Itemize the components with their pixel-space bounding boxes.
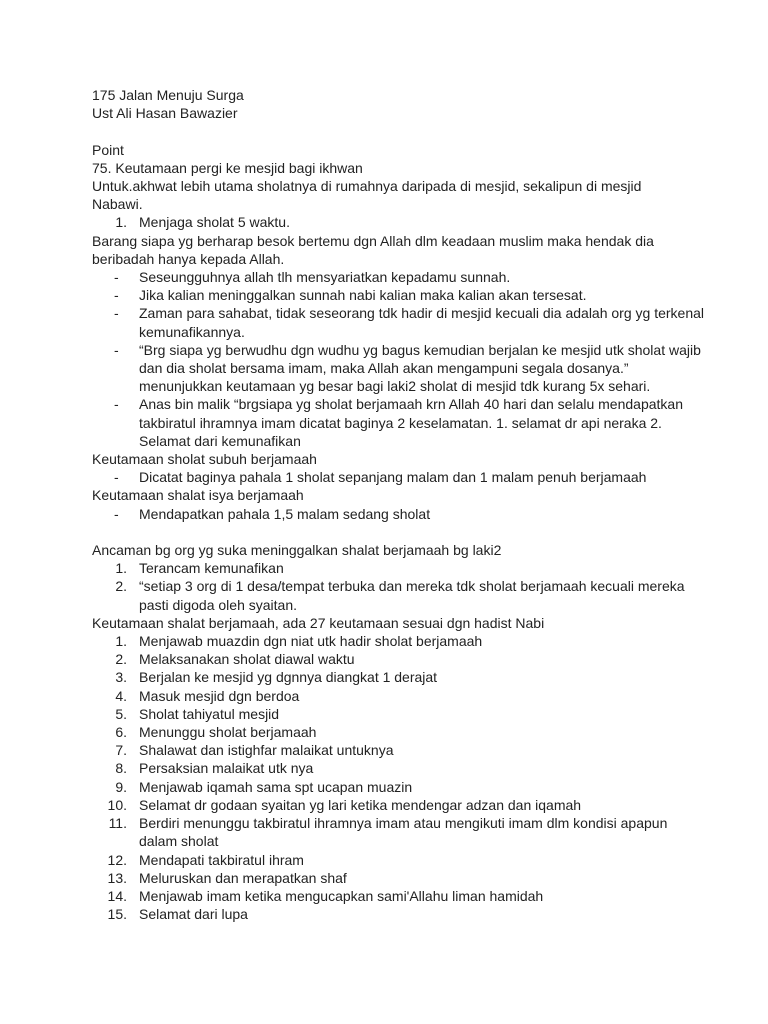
list-marker: 15.: [107, 906, 127, 923]
list-item-text: Dicatat baginya pahala 1 sholat sepanjang malam dan 1 malam penuh berjamaah: [139, 469, 647, 486]
list-item: [92, 505, 692, 523]
list-item: [92, 632, 692, 650]
list-item-text: Menunggu sholat berjamaah: [139, 724, 317, 741]
list-marker: 9.: [115, 778, 127, 795]
list-item: [92, 851, 692, 869]
section-heading: 75. Keutamaan pergi ke mesjid bagi ikhwan: [92, 159, 363, 176]
list-item: [92, 814, 692, 850]
list-item: [92, 687, 692, 705]
dash-list: [92, 268, 704, 450]
list-marker: 14.: [107, 887, 127, 904]
doc-author: Ust Ali Hasan Bawazier: [92, 105, 238, 122]
list-item-text: “setiap 3 org di 1 desa/tempat terbuka dan mereka tdk sholat berjamaah kecuali mereka pasti digoda oleh syaitan.: [139, 578, 685, 613]
numbered-item: [92, 213, 692, 231]
list-item-text: Meluruskan dan merapatkan shaf: [139, 869, 347, 886]
intro-paragraph: Untuk.akhwat lebih utama sholatnya di rumahnya daripada di mesjid, sekalipun di mesjid Nabawi.: [92, 178, 642, 213]
list-item-text: Berdiri menunggu takbiratul ihramnya imam atau mengikuti imam dlm kondisi apapun dalam sholat: [139, 815, 668, 850]
list-item-text: Masuk mesjid dgn berdoa: [139, 687, 300, 704]
list-item-text: Selamat dr godaan syaitan yg lari ketika mendengar adzan dan iqamah: [139, 796, 582, 813]
list-item: [92, 869, 692, 887]
list-item-text: Zaman para sahabat, tidak seseorang tdk hadir di mesjid kecuali dia adalah org yg terkenal kemunafikannya.: [139, 305, 704, 340]
list-marker: 8.: [115, 760, 127, 777]
numbered-list: [92, 632, 692, 923]
point-label: Point: [92, 141, 124, 158]
list-item: [92, 650, 692, 668]
blank-line: [92, 523, 692, 541]
list-item-text: Mendapati takbiratul ihram: [139, 851, 304, 868]
list-marker: 12.: [107, 851, 127, 868]
list-marker: -: [114, 269, 119, 286]
list-item-text: “Brg siapa yg berwudhu dgn wudhu yg bagus kemudian berjalan ke mesjid utk sholat wajib dan dia sholat bersama imam, maka Allah akan mengampuni segala dosanya.” menunjukkan keutamaan yg besar bagi laki2 sholat di mesjid tdk kurang 5x sehari.: [139, 341, 701, 395]
list-item-text: Persaksian malaikat utk nya: [139, 760, 314, 777]
list-marker: 10.: [107, 796, 127, 813]
list-marker: 1.: [115, 633, 127, 650]
list-marker: -: [114, 305, 119, 322]
list-item: [92, 341, 701, 396]
list-item-text: Anas bin malik “brgsiapa yg sholat berjamaah krn Allah 40 hari dan selalu mendapatkan takbiratul ihramnya imam dicatat baginya 2 keselamatan. 1. selamat dr api neraka 2. Selamat dari kemunafikan: [139, 396, 683, 449]
list-marker: 1.: [115, 214, 127, 231]
list-item: [92, 723, 692, 741]
numbered-list: [92, 559, 692, 614]
doc-title: 175 Jalan Menuju Surga: [92, 87, 244, 103]
list-marker: 2.: [115, 651, 127, 668]
section-heading: Keutamaan shalat berjamaah, ada 27 keutamaan sesuai dgn hadist Nabi: [92, 614, 545, 631]
section-heading: Keutamaan sholat subuh berjamaah: [92, 451, 317, 468]
list-item: [92, 468, 692, 486]
list-item-text: Menjaga sholat 5 waktu.: [139, 214, 290, 231]
paragraph: Barang siapa yg berharap besok bertemu dgn Allah dlm keadaan muslim maka hendak dia beribadah hanya kepada Allah.: [92, 232, 654, 267]
document-page: [92, 86, 704, 923]
list-marker: 1.: [115, 560, 127, 577]
list-item-text: Terancam kemunafikan: [139, 560, 284, 577]
list-item-text: Seseungguhnya allah tlh mensyariatkan kepadamu sunnah.: [139, 269, 511, 286]
list-item-text: Jika kalian meninggalkan sunnah nabi kalian maka kalian akan tersesat.: [139, 287, 587, 304]
list-marker: 7.: [115, 742, 127, 759]
list-marker: 6.: [115, 724, 127, 741]
list-item-text: Berjalan ke mesjid yg dgnnya diangkat 1 derajat: [139, 669, 438, 686]
list-marker: 3.: [115, 669, 127, 686]
list-item: [92, 796, 692, 814]
list-marker: 5.: [115, 705, 127, 722]
list-item: [92, 286, 692, 304]
list-item: [92, 304, 704, 340]
list-item: [92, 905, 692, 923]
list-item-text: Menjawab imam ketika mengucapkan sami'Allahu liman hamidah: [139, 887, 544, 904]
list-item: [92, 887, 692, 905]
list-item: [92, 268, 692, 286]
list-marker: -: [114, 341, 119, 358]
list-item-text: Menjawab iqamah sama spt ucapan muazin: [139, 778, 413, 795]
list-item: [92, 668, 692, 686]
list-item: [92, 778, 692, 796]
list-item: [92, 705, 692, 723]
list-item: [92, 741, 692, 759]
list-marker: 2.: [115, 578, 127, 595]
list-item-text: Sholat tahiyatul mesjid: [139, 705, 280, 722]
list-item: [92, 577, 692, 613]
list-marker: 13.: [107, 869, 127, 886]
list-item: [92, 395, 692, 450]
list-marker: -: [114, 469, 119, 486]
list-marker: -: [114, 396, 119, 413]
list-item-text: Melaksanakan sholat diawal waktu: [139, 651, 355, 668]
blank-line: [92, 122, 692, 140]
list-item: [92, 559, 692, 577]
list-marker: -: [114, 287, 119, 304]
list-item-text: Selamat dari lupa: [139, 906, 248, 923]
list-marker: 4.: [115, 687, 127, 704]
list-marker: 11.: [108, 815, 127, 832]
list-marker: -: [114, 505, 119, 522]
list-item-text: Mendapatkan pahala 1,5 malam sedang sholat: [139, 505, 431, 522]
list-item: [92, 759, 692, 777]
section-heading: Keutamaan shalat isya berjamaah: [92, 487, 304, 504]
section-heading: Ancaman bg org yg suka meninggalkan shalat berjamaah bg laki2: [92, 542, 502, 559]
list-item-text: Shalawat dan istighfar malaikat untuknya: [139, 742, 394, 759]
list-item-text: Menjawab muazdin dgn niat utk hadir sholat berjamaah: [139, 633, 483, 650]
